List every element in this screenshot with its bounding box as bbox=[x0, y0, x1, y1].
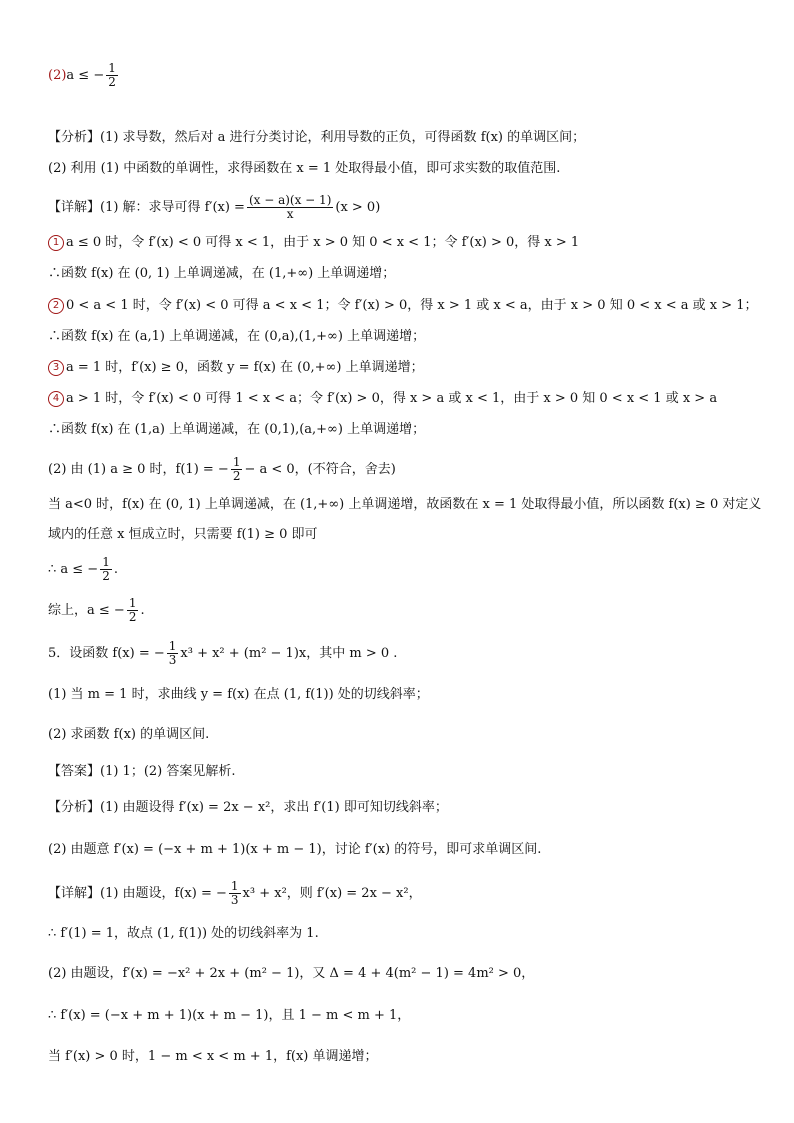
case-1-line: 1 a ≤ 0 时，令 f′(x) < 0 可得 x < 1，由于 x > 0 知 0 < x < 1；令 f′(x) > 0，得 x > 1 bbox=[48, 234, 579, 252]
case-4-line: 4 a > 1 时，令 f′(x) < 0 可得 1 < x < a；令 f′(x) > 0，得 x > a 或 x < 1，由于 x > 0 知 0 < x < 1 或 x > a bbox=[48, 390, 717, 408]
problem-5-statement: 5．设函数 f(x) = − $\frac{1}{3}$ x³ + x² + (m² − 1)x，其中 m > 0 . bbox=[48, 639, 398, 667]
case-3-line: 3 a = 1 时，f′(x) ≥ 0，函数 y = f(x) 在 (0,+∞) 上单调递增； bbox=[48, 359, 424, 377]
part-2-explanation-2: 域内的任意 x 恒成立时，只需要 f(1) ≥ 0 即可 bbox=[48, 527, 318, 542]
case-2-line: 2 0 < a < 1 时，令 f′(x) < 0 可得 a < x < 1；令 f′(x) > 0，得 x > 1 或 x < a，由于 x > 0 知 0 < x < a 或 x > 1； bbox=[48, 297, 758, 315]
fraction-one-half: $\frac{1}{2}$ bbox=[108, 61, 116, 89]
therefore-line: ∴ a ≤ − $\frac{1}{2}$ . bbox=[48, 555, 118, 583]
line-1 bbox=[48, 62, 120, 89]
fraction-one-half: $\frac{1}{2}$ bbox=[102, 555, 110, 583]
fraction-one-half: $\frac{1}{2}$ bbox=[232, 455, 241, 483]
circled-number-2: 2 bbox=[48, 298, 64, 314]
analysis-line-2: (2) 利用 (1) 中函数的单调性，求得函数在 x = 1 处取得最小值，即可求实数的取值范围. bbox=[48, 161, 561, 176]
detail-5-line-4: ∴ f′(x) = (−x + m + 1)(x + m − 1)，且 1 − m < m + 1， bbox=[48, 1008, 411, 1023]
problem-5-question-1: (1) 当 m = 1 时，求曲线 y = f(x) 在点 (1, f(1)) 处的切线斜率； bbox=[48, 687, 429, 702]
fraction-one-half: $\frac{1}{2}$ bbox=[128, 596, 137, 624]
answer-part-2-label: (2) bbox=[48, 68, 67, 83]
answer-part-2-text: a ≤ − bbox=[66, 68, 105, 83]
fraction-derivative: $\frac{(x - a)(x - 1)}{x}$ bbox=[248, 193, 332, 221]
detail-line-1: 【详解】(1) 解：求导可得 f′(x) = $\frac{(x - a)(x - 1)}{x}$ (x > 0) bbox=[48, 193, 381, 221]
fraction-one-third: $\frac{1}{3}$ bbox=[230, 879, 239, 907]
part-2-line: (2) 由 (1) a ≥ 0 时，f(1) = − $\frac{1}{2}$ − a < 0，(不符合，舍去) bbox=[48, 455, 396, 483]
analysis-5-line-1: 【分析】(1) 由题设得 f′(x) = 2x − x²，求出 f′(1) 即可知切线斜率； bbox=[48, 800, 448, 815]
case-2-conclusion: ∴函数 f(x) 在 (a,1) 上单调递减，在 (0,a),(1,+∞) 上单调递增； bbox=[48, 329, 426, 344]
circled-number-1: 1 bbox=[48, 235, 64, 251]
analysis-line-1: 【分析】(1) 求导数，然后对 a 进行分类讨论，利用导数的正负，可得函数 f(x) 的单调区间； bbox=[48, 130, 586, 145]
fraction-one-third: $\frac{1}{3}$ bbox=[168, 639, 177, 667]
analysis-5-line-2: (2) 由题意 f′(x) = (−x + m + 1)(x + m − 1)，讨论 f′(x) 的符号，即可求单调区间. bbox=[48, 842, 542, 857]
detail-5-line-2: ∴ f′(1) = 1，故点 (1, f(1)) 处的切线斜率为 1. bbox=[48, 926, 319, 941]
part-2-explanation-1: 当 a<0 时，f(x) 在 (0, 1) 上单调递减，在 (1,+∞) 上单调递增，故函数在 x = 1 处取得最小值，所以函数 f(x) ≥ 0 对定义 bbox=[48, 497, 762, 512]
detail-5-line-3: (2) 由题设，f′(x) = −x² + 2x + (m² − 1)，又 Δ = 4 + 4(m² − 1) = 4m² > 0， bbox=[48, 966, 535, 981]
detail-5-line-1: 【详解】(1) 由题设，f(x) = − $\frac{1}{3}$ x³ + x²，则 f′(x) = 2x − x²， bbox=[48, 879, 422, 907]
case-1-conclusion: ∴函数 f(x) 在 (0, 1) 上单调递减，在 (1,+∞) 上单调递增； bbox=[48, 266, 396, 281]
problem-5-question-2: (2) 求函数 f(x) 的单调区间. bbox=[48, 727, 210, 742]
case-4-conclusion: ∴函数 f(x) 在 (1,a) 上单调递减，在 (0,1),(a,+∞) 上单调递增； bbox=[48, 422, 426, 437]
summary-line: 综上，a ≤ − $\frac{1}{2}$ . bbox=[48, 596, 145, 624]
answer-line: 【答案】(1) 1；(2) 答案见解析. bbox=[48, 764, 236, 779]
circled-number-4: 4 bbox=[48, 391, 64, 407]
detail-5-line-5: 当 f′(x) > 0 时，1 − m < x < m + 1，f(x) 单调递增； bbox=[48, 1049, 378, 1064]
circled-number-3: 3 bbox=[48, 360, 64, 376]
